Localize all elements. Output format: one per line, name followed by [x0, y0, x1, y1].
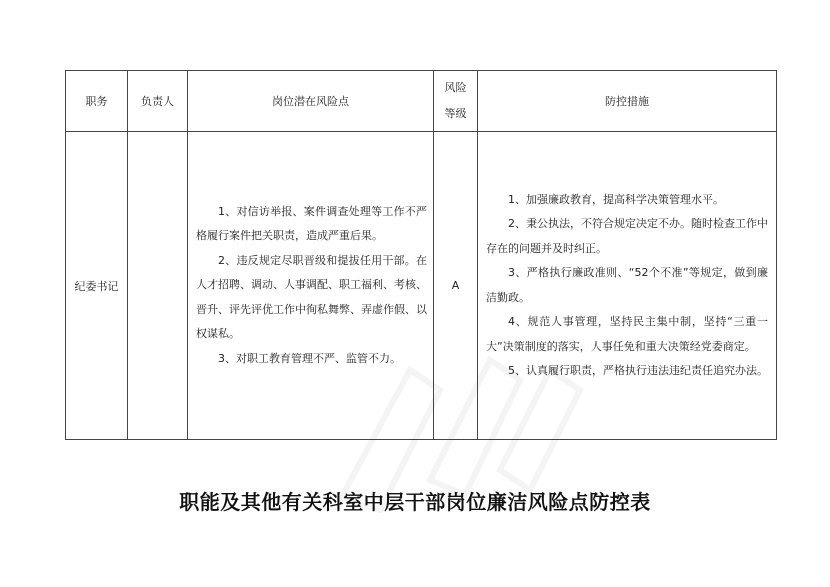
measure-item: 5、认真履行职责，严格执行违法违纪责任追究办法。: [508, 364, 768, 377]
cell-risks: [188, 132, 434, 440]
header-position: 职务: [66, 71, 128, 132]
cell-position: 纪委书记: [66, 132, 128, 440]
measure-item: 2、秉公执法，不符合规定决定不办。随时检查工作中存在的问题并及时纠正。: [486, 217, 768, 255]
risk-control-table: [65, 70, 777, 440]
header-risk: 岗位潜在风险点: [188, 71, 434, 132]
measure-item: 1、加强廉政教育，提高科学决策管理水平。: [508, 192, 724, 206]
cell-level: A: [434, 132, 478, 440]
measure-item: 4、规范人事管理，坚持民主集中制，坚持“三重一大”决策制度的落实，人事任免和重大决策经党委商定。: [486, 315, 768, 353]
document-title: 职能及其他有关科室中层干部岗位廉洁风险点防控表: [179, 490, 651, 514]
header-level: [434, 71, 478, 132]
header-person: 负责人: [128, 71, 188, 132]
risk-item: 2、违反规定尽职晋级和提拔任用干部。在人才招聘、调动、人事调配、职工福利、考核、晋升、评先评优工作中徇私舞弊、弄虚作假、以权谋私。: [196, 253, 427, 341]
table-header-row: [66, 71, 777, 132]
cell-measures: [478, 132, 777, 440]
header-level-line1: 风险: [444, 81, 467, 94]
measure-item: 3、严格执行廉政准则、“52个不准”等规定，做到廉洁勤政。: [486, 266, 768, 304]
header-level-line2: 等级: [444, 107, 467, 120]
header-measures: 防控措施: [478, 71, 777, 132]
risk-item: 1、对信访举报、案件调查处理等工作不严格履行案件把关职责，造成严重后果。: [196, 204, 427, 243]
table-row: [66, 132, 777, 440]
risk-item: 3、对职工教育管理不严、监管不力。: [218, 351, 401, 365]
cell-person: [128, 132, 188, 440]
